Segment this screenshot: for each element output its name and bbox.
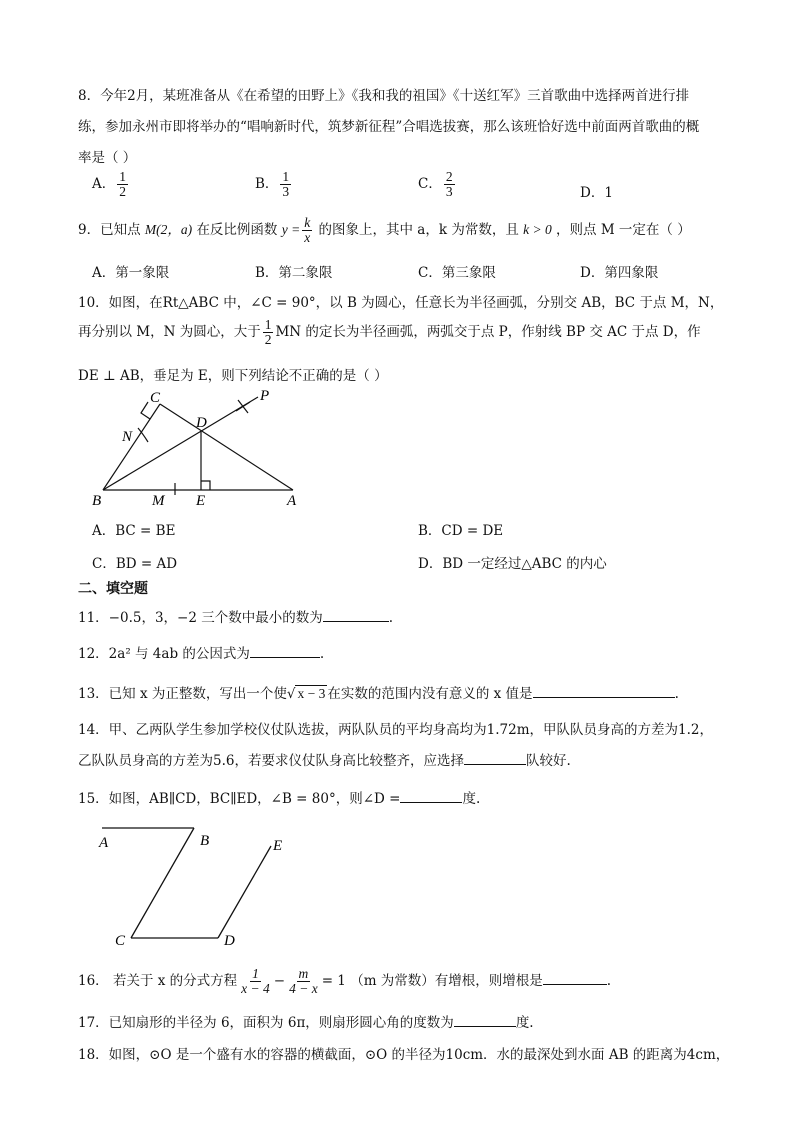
q15-line: 15．如图，AB∥CD，BC∥ED，∠B = 80°，则∠D = 度. xyxy=(78,787,480,807)
q9-option-d: D．第四象限 xyxy=(580,265,659,281)
cross-p2 xyxy=(236,402,250,411)
q8-option-d: D．1 xyxy=(580,185,613,201)
label-b: B xyxy=(92,493,102,509)
q10-line3: DE ⊥ AB，垂足为 E，则下列结论不正确的是（ ） xyxy=(78,368,388,384)
answer-blank[interactable] xyxy=(543,970,607,985)
fraction: $\frac{k}{x}$ xyxy=(304,215,311,246)
q11-line: 11．−0.5，3，−2 三个数中最小的数为 . xyxy=(78,606,393,626)
segment-de xyxy=(218,846,271,938)
right-angle-e xyxy=(201,481,210,490)
label-b: B xyxy=(200,833,210,849)
q10-option-a: A．BC = BE xyxy=(92,523,176,539)
q17-line: 17．已知扇形的半径为 6，面积为 6π，则扇形圆心角的度数为 度. xyxy=(78,1011,534,1031)
fraction: $\frac{m}{4 - x}$ xyxy=(289,966,318,997)
answer-blank[interactable] xyxy=(323,607,389,622)
answer-blank[interactable] xyxy=(400,788,462,803)
q14-line1: 14．甲、乙两队学生参加学校仪仗队选拔，两队队员的平均身高均为1.72m，甲队队员身高的方差为1.2， xyxy=(78,722,714,738)
fraction: $\frac{1}{3}$ xyxy=(282,169,290,200)
q8-line3: 率是（ ） xyxy=(78,150,137,166)
q14-line2: 乙队队员身高的方差为5.6，若要求仪仗队身高比较整齐，应选择 队较好. xyxy=(78,749,571,769)
answer-blank[interactable] xyxy=(464,750,526,765)
answer-blank[interactable] xyxy=(533,683,675,698)
label-e: E xyxy=(273,838,283,854)
q9-option-c: C．第三象限 xyxy=(418,265,496,281)
q8-option-a: A． $\frac{1}{2}$ xyxy=(92,169,126,200)
right-angle-c xyxy=(141,402,150,419)
segment-bc xyxy=(131,828,194,938)
q12-line: 12．2a² 与 4ab 的公因式为 . xyxy=(78,642,324,662)
segment-ca xyxy=(160,404,293,490)
label-d: D xyxy=(196,415,207,431)
q9-option-a: A．第一象限 xyxy=(92,265,170,281)
label-m: M xyxy=(152,493,165,509)
q10-line2: 再分别以 M，N 为圆心，大于 $\frac{1}{2}$ MN 的定长为半径画弧，两弧交于点 P，作射线 BP 交 AC 于点 D，作 xyxy=(78,317,701,348)
q15-parallel-figure xyxy=(95,820,295,950)
label-a: A xyxy=(287,493,297,509)
section-title: 二、填空题 xyxy=(78,581,148,597)
q8-option-b: B． $\frac{1}{3}$ xyxy=(255,169,290,200)
q9-line: 9．已知点 M(2，a) 在反比例函数 y = $\frac{k}{x}$ 的图象上，其中 a，k 为常数，且 k > 0 ，则点 M 一定在（ ） xyxy=(78,215,691,246)
q10-option-c: C．BD = AD xyxy=(92,556,178,572)
q16-line: 16． 若关于 x 的分式方程 $\frac{1}{x - 4}$ − $\frac{m}{4 - x}$ = 1 （m 为常数）有增根，则增根是 . xyxy=(78,966,612,997)
q8-line1: 8．今年2月，某班准备从《在希望的田野上》《我和我的祖国》《十送红军》三首歌曲中选择两首进行排 xyxy=(78,88,690,104)
label-d: D xyxy=(224,933,235,949)
q10-option-d: D．BD 一定经过△ABC 的内心 xyxy=(418,556,607,572)
q10-triangle-figure xyxy=(80,385,320,510)
q18-line1: 18．如图，⊙O 是一个盛有水的容器的横截面，⊙O 的半径为10cm．水的最深处到水面 AB 的距离为4cm， xyxy=(78,1047,730,1063)
label-n: N xyxy=(122,429,133,445)
label-p: P xyxy=(260,388,270,404)
fraction: $\frac{1}{2}$ xyxy=(264,317,272,348)
q8-option-c: C． $\frac{2}{3}$ xyxy=(418,169,453,200)
label-c: C xyxy=(150,390,161,406)
label-e: E xyxy=(196,493,206,509)
answer-blank[interactable] xyxy=(250,643,320,658)
q8-line2: 练，参加永州市即将举办的“唱响新时代，筑梦新征程”合唱选拔赛，那么该班恰好选中前面两首歌曲的概 xyxy=(78,119,700,135)
fraction: $\frac{1}{x - 4}$ xyxy=(241,966,270,997)
segment-bc xyxy=(103,404,160,490)
answer-blank[interactable] xyxy=(454,1012,516,1027)
q10-option-b: B．CD = DE xyxy=(418,523,504,539)
fraction: $\frac{1}{2}$ xyxy=(119,169,126,200)
q13-line: 13．已知 x 为正整数，写出一个使√ x − 3 在实数的范围内没有意义的 x 值是 . xyxy=(78,682,679,702)
q10-line1: 10．如图，在Rt△ABC 中，∠C = 90°，以 B 为圆心，任意长为半径画弧，分别交 AB，BC 于点 M，N， xyxy=(78,295,724,311)
label-a: A xyxy=(99,835,109,851)
q9-option-b: B．第二象限 xyxy=(255,265,333,281)
label-c: C xyxy=(115,933,126,949)
fraction: $\frac{2}{3}$ xyxy=(445,169,453,200)
